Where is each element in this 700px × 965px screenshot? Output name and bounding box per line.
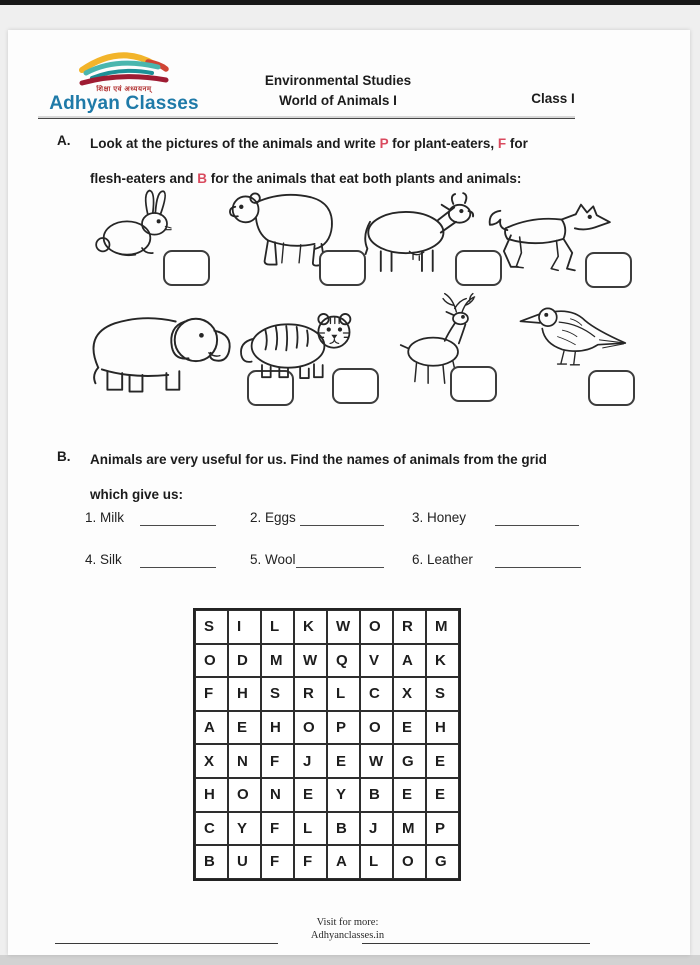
highlight-f: F [497,136,507,151]
grid-cell[interactable]: N [228,744,261,778]
section-a-text: for [506,136,528,151]
grid-cell[interactable]: C [360,677,393,711]
grid-cell[interactable]: B [195,845,228,879]
section-a-text: for plant-eaters, [388,136,498,151]
grid-cell[interactable]: O [195,644,228,678]
logo-tagline: शिक्षा एवं अध्ययनम् [96,86,152,93]
footer-visit-text: Visit for more: [316,917,379,928]
grid-cell[interactable]: W [327,610,360,644]
grid-cell[interactable]: K [426,644,459,678]
item-number: 3. [412,510,424,525]
grid-cell[interactable]: F [195,677,228,711]
grid-cell[interactable]: S [426,677,459,711]
grid-cell[interactable]: B [360,778,393,812]
section-a-text: for the animals that eat both plants and animals: [207,171,522,186]
section-a-label: A. [57,133,71,148]
grid-cell[interactable]: H [195,778,228,812]
grid-cell[interactable]: G [393,744,426,778]
grid-cell[interactable]: F [261,812,294,846]
section-b-text: which give us: [90,487,184,502]
grid-cell[interactable]: U [228,845,261,879]
elephant-illustration [72,292,247,398]
grid-cell[interactable]: P [327,711,360,745]
blank-line-eggs[interactable] [300,512,384,526]
header-divider [38,116,575,119]
grid-cell[interactable]: O [294,711,327,745]
grid-cell[interactable]: A [195,711,228,745]
item-milk [85,510,124,525]
blank-line-silk[interactable] [140,554,216,568]
grid-cell[interactable]: N [261,778,294,812]
section-a-text: flesh-eaters and [90,171,198,186]
blank-line-leather[interactable] [495,554,581,568]
animal-item-tiger [236,294,379,404]
grid-cell[interactable]: O [228,778,261,812]
grid-cell[interactable]: O [393,845,426,879]
item-number: 4. [85,552,97,567]
item-text: Wool [265,552,296,567]
item-number: 5. [250,552,262,567]
adhyan-classes-logo-icon [70,42,178,86]
animal-item-deer [380,290,497,402]
grid-cell[interactable]: F [261,845,294,879]
grid-cell[interactable]: L [360,845,393,879]
grid-cell[interactable]: A [393,644,426,678]
grid-cell[interactable]: B [327,812,360,846]
item-text: Honey [427,510,467,525]
grid-cell[interactable]: K [294,610,327,644]
answer-box-tiger[interactable] [332,368,379,404]
grid-cell[interactable]: M [393,812,426,846]
item-text: Leather [427,552,473,567]
grid-cell[interactable]: L [261,610,294,644]
blank-line-milk[interactable] [140,512,216,526]
grid-cell[interactable]: D [228,644,261,678]
section-a-text: Look at the pictures of the animals and write [90,136,380,151]
item-number: 6. [412,552,424,567]
grid-cell[interactable]: O [360,711,393,745]
grid-cell[interactable]: X [393,677,426,711]
animal-item-rabbit [92,186,210,286]
blank-line-honey[interactable] [495,512,579,526]
grid-cell[interactable]: Y [327,778,360,812]
grid-cell[interactable]: F [261,744,294,778]
subject-title: Environmental Studies [264,73,412,88]
word-search-grid [193,608,461,881]
grid-cell[interactable]: E [426,778,459,812]
grid-cell[interactable]: S [195,610,228,644]
section-b-text: Animals are very useful for us. Find the names of animals from the grid [90,452,547,467]
grid-cell[interactable]: W [360,744,393,778]
item-text: Silk [100,552,122,567]
highlight-b: B [197,171,208,186]
worksheet-title: World of Animals I [279,93,397,108]
grid-cell[interactable]: C [195,812,228,846]
grid-cell[interactable]: E [393,711,426,745]
grid-cell[interactable]: F [294,845,327,879]
item-eggs [250,510,296,525]
bottom-border-strip [0,955,700,965]
item-text: Eggs [265,510,296,525]
animal-item-bear [218,180,366,286]
grid-cell[interactable]: H [261,711,294,745]
item-number: 1. [85,510,97,525]
animal-item-crow [514,292,635,406]
worksheet-page [8,30,690,955]
grid-cell[interactable]: I [228,610,261,644]
highlight-p: P [379,136,389,151]
item-wool [250,552,296,567]
grid-cell[interactable]: L [327,677,360,711]
answer-box-deer[interactable] [450,366,497,402]
footer-divider-left [55,943,278,944]
grid-cell[interactable]: H [228,677,261,711]
grid-cell[interactable]: J [294,744,327,778]
class-label: Class I [531,91,575,106]
grid-cell[interactable]: M [426,610,459,644]
grid-cell[interactable]: P [426,812,459,846]
grid-cell[interactable]: J [360,812,393,846]
grid-cell[interactable]: L [294,812,327,846]
blank-line-wool[interactable] [296,554,384,568]
grid-cell[interactable]: E [426,744,459,778]
section-b-label: B. [57,449,71,464]
answer-box-wolf[interactable] [585,252,632,288]
grid-cell[interactable]: E [393,778,426,812]
grid-cell[interactable]: W [294,644,327,678]
grid-cell[interactable]: X [195,744,228,778]
grid-cell[interactable]: E [228,711,261,745]
crow-illustration [514,292,635,378]
grid-cell[interactable]: G [426,845,459,879]
grid-cell[interactable]: A [327,845,360,879]
item-number: 2. [250,510,262,525]
grid-cell[interactable]: R [393,610,426,644]
answer-box-crow[interactable] [588,370,635,406]
grid-cell[interactable]: S [261,677,294,711]
grid-cell[interactable]: M [261,644,294,678]
section-b-instructions [90,442,605,512]
item-silk [85,552,122,567]
item-text: Milk [100,510,125,525]
footer-divider-right [362,943,590,944]
footer-note [270,916,425,942]
grid-cell[interactable]: H [426,711,459,745]
item-leather [412,552,473,567]
item-honey [412,510,466,525]
grid-cell[interactable]: Y [228,812,261,846]
footer-website: Adhyanclasses.in [310,930,385,941]
grid-cell[interactable]: V [360,644,393,678]
grid-cell[interactable]: E [327,744,360,778]
grid-cell[interactable]: R [294,677,327,711]
grid-cell[interactable]: Q [327,644,360,678]
animal-item-wolf [480,188,632,288]
answer-box-rabbit[interactable] [163,250,210,286]
logo-name: Adhyan Classes [49,93,199,114]
header-title-block [233,71,443,111]
grid-cell[interactable]: O [360,610,393,644]
grid-cell[interactable]: E [294,778,327,812]
top-border-bar [0,0,700,5]
